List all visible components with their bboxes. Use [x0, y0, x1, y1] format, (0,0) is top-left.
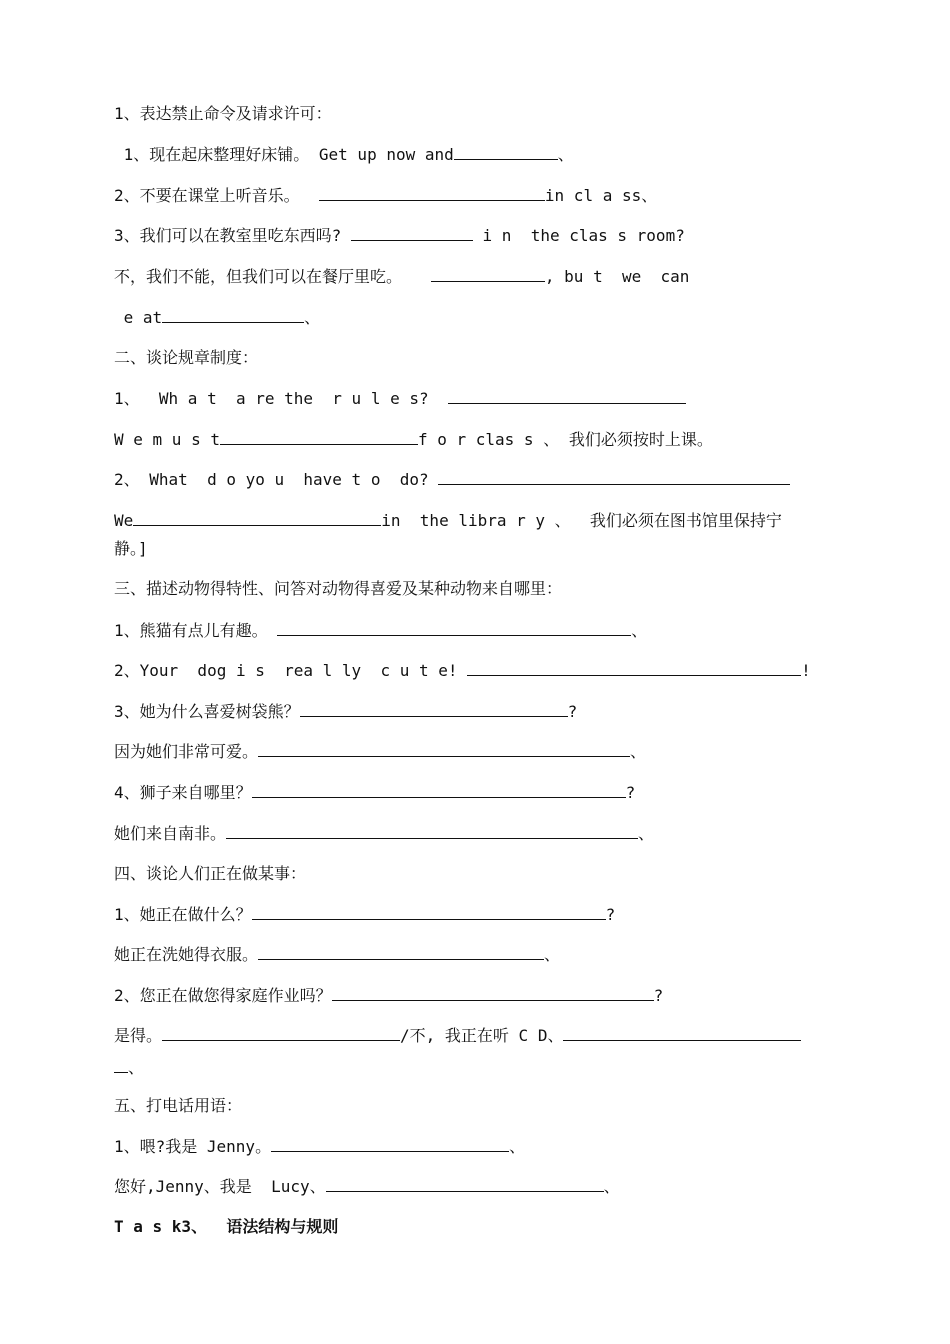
text: in cl a ss、 — [544, 186, 658, 205]
item-3-4 — [114, 782, 635, 804]
text: 、 — [557, 145, 574, 164]
answer-blank[interactable] — [332, 985, 654, 1001]
text: 2、您正在做您得家庭作业吗？ — [114, 986, 332, 1005]
text: 、 — [631, 621, 648, 640]
text: /不, 我正在听 C D、 — [400, 1026, 564, 1045]
text: 3、她为什么喜爱树袋熊？ — [114, 702, 300, 721]
text: 3、我们可以在教室里吃东西吗? — [114, 226, 351, 245]
section-3-heading — [114, 578, 562, 600]
answer-blank[interactable] — [258, 741, 630, 757]
item-2-2 — [114, 469, 790, 491]
text: 1、她正在做什么？ — [114, 905, 252, 924]
text: 4、狮子来自哪里？ — [114, 783, 252, 802]
answer-blank[interactable] — [271, 1136, 509, 1152]
text: 1、 Wh a t a re the r u l e s? — [114, 389, 448, 408]
item-1-1 — [114, 144, 574, 166]
section-4-heading — [114, 863, 306, 885]
text: T a s k3、 语法结构与规则 — [114, 1217, 339, 1236]
text: f o r clas s 、 我们必须按时上课。 — [417, 430, 713, 449]
item-5-1 — [114, 1136, 525, 1158]
text: 二、谈论规章制度： — [114, 348, 259, 367]
text: 、 — [544, 945, 561, 964]
text: 她正在洗她得衣服。 — [114, 945, 259, 964]
task3-heading — [114, 1216, 338, 1238]
answer-blank[interactable] — [438, 469, 790, 485]
item-4-2-answer-cont — [114, 1057, 144, 1079]
text: 、 — [603, 1177, 620, 1196]
text: 静。] — [114, 539, 148, 558]
answer-blank[interactable] — [258, 944, 544, 960]
item-1-2 — [114, 185, 657, 207]
text: , bu t we can — [544, 267, 690, 286]
answer-blank[interactable] — [454, 144, 558, 160]
text: ? — [653, 986, 664, 1005]
answer-blank[interactable] — [467, 660, 801, 676]
text: W e m u s t — [114, 430, 220, 449]
item-2-2-answer-cont — [114, 538, 148, 560]
text: 您好,Jenny、我是 Lucy、 — [114, 1177, 326, 1196]
text: 、 — [304, 308, 321, 327]
item-2-1 — [114, 388, 686, 410]
item-4-2 — [114, 985, 663, 1007]
answer-blank[interactable] — [252, 904, 606, 920]
text: 因为她们非常可爱。 — [114, 742, 259, 761]
text: ? — [605, 905, 616, 924]
item-3-3-answer — [114, 741, 646, 763]
text: i n the clas s room? — [472, 226, 685, 245]
answer-blank[interactable] — [448, 388, 686, 404]
item-1-3 — [114, 225, 685, 247]
text: 2、 What d o yo u have t o do? — [114, 470, 439, 489]
text: 1、现在起床整理好床铺。 Get up now and — [114, 145, 454, 164]
text: 三、描述动物得特性、问答对动物得喜爱及某种动物来自哪里： — [114, 579, 563, 598]
answer-blank[interactable] — [351, 225, 473, 241]
item-3-4-answer — [114, 823, 654, 845]
text: 2、Your dog i s rea l ly c u t e! — [114, 661, 468, 680]
text: 不，我们不能，但我们可以在餐厅里吃。 — [114, 267, 431, 286]
text: 五、打电话用语： — [114, 1096, 243, 1115]
text: 2、不要在课堂上听音乐。 — [114, 186, 319, 205]
item-2-1-answer — [114, 429, 713, 451]
item-3-2 — [114, 660, 811, 682]
text: ? — [625, 783, 636, 802]
text: e at — [114, 308, 163, 327]
answer-blank[interactable] — [220, 429, 418, 445]
text: 四、谈论人们正在做某事： — [114, 864, 307, 883]
answer-blank[interactable] — [252, 782, 626, 798]
answer-blank[interactable] — [326, 1176, 604, 1192]
text: in the libra r y 、 我们必须在图书馆里保持宁 — [381, 511, 782, 530]
answer-blank[interactable] — [162, 307, 304, 323]
text: 1、喂?我是 Jenny。 — [114, 1137, 272, 1156]
answer-blank[interactable] — [563, 1025, 801, 1041]
answer-blank[interactable] — [133, 510, 381, 526]
item-2-2-answer — [114, 510, 782, 532]
text: ! — [801, 661, 811, 680]
text: 是得。 — [114, 1026, 163, 1045]
text: 、 — [630, 742, 647, 761]
item-4-2-answer — [114, 1025, 801, 1047]
text: 1、表达禁止命令及请求许可： — [114, 104, 332, 123]
section-2-heading — [114, 347, 258, 369]
item-4-1 — [114, 904, 615, 926]
section-5-heading — [114, 1095, 242, 1117]
answer-blank[interactable] — [300, 701, 568, 717]
text: ? — [567, 702, 578, 721]
section-1-heading — [114, 103, 332, 125]
item-4-1-answer — [114, 944, 560, 966]
text: 她们来自南非。 — [114, 824, 227, 843]
item-1-3-answer-cont — [114, 307, 320, 329]
text: 、 — [509, 1137, 526, 1156]
answer-blank[interactable] — [226, 823, 638, 839]
item-5-1-answer — [114, 1176, 620, 1198]
answer-blank[interactable] — [431, 266, 545, 282]
text: 1、熊猫有点儿有趣。 — [114, 621, 278, 640]
answer-blank[interactable] — [319, 185, 545, 201]
text: 、 — [128, 1058, 145, 1077]
item-3-3 — [114, 701, 577, 723]
answer-blank[interactable] — [114, 1057, 128, 1073]
text: 、 — [638, 824, 655, 843]
item-1-3-answer — [114, 266, 689, 288]
answer-blank[interactable] — [277, 620, 631, 636]
text: We — [114, 511, 134, 530]
answer-blank[interactable] — [162, 1025, 400, 1041]
item-3-1 — [114, 620, 647, 642]
